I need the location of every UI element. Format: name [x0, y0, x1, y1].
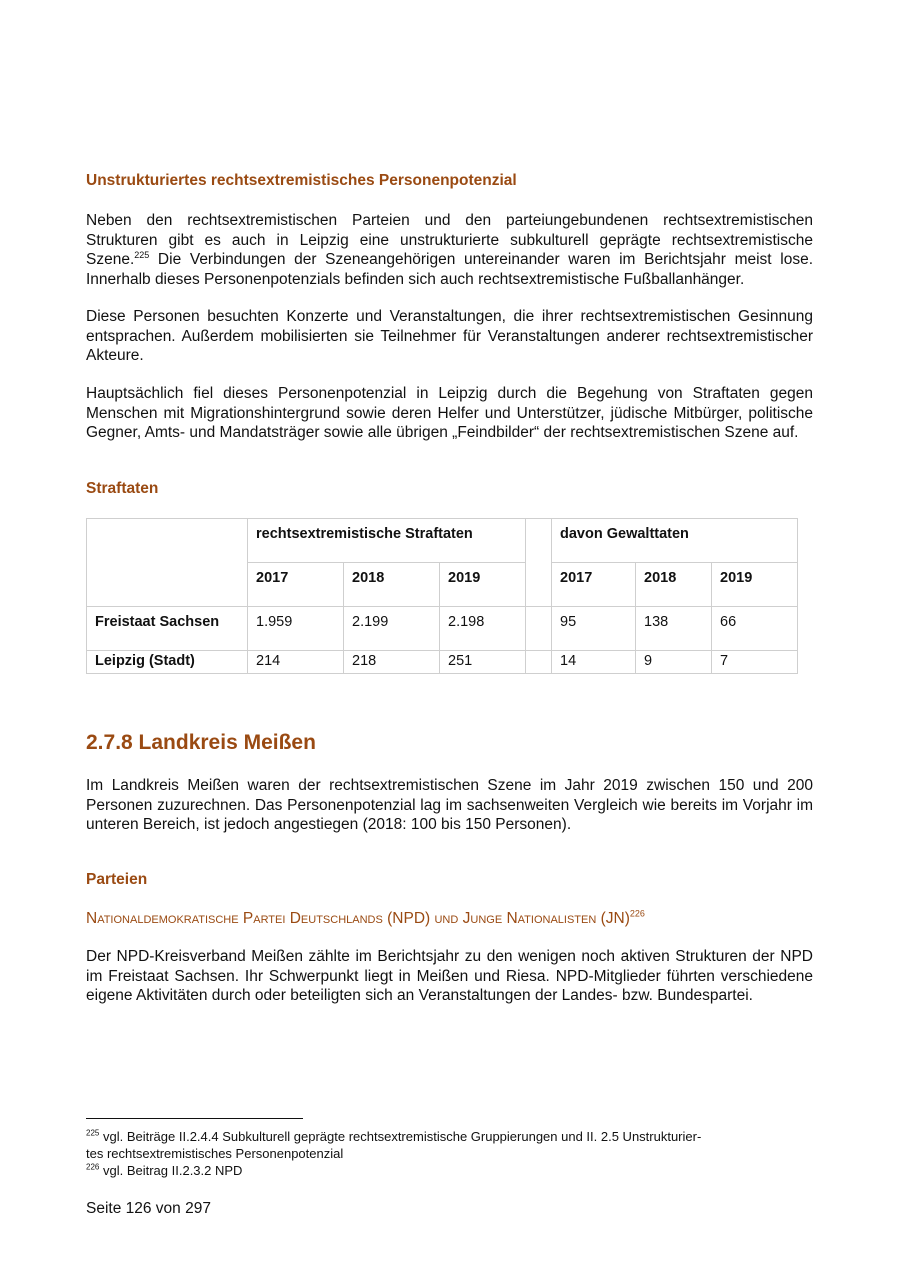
row-label: Freistaat Sachsen — [87, 607, 248, 651]
table-cell: 66 — [712, 607, 798, 651]
footnote-226: $^{226}$ vgl. Beitrag II.2.3.2 NPD — [86, 1162, 243, 1178]
section-heading-personenpotenzial: Unstrukturiertes rechtsextremistisches Personenpotenzial — [86, 172, 517, 189]
table-corner-cell — [87, 519, 248, 607]
table-cell: 138 — [636, 607, 712, 651]
year-header: 2018 — [344, 563, 440, 607]
table-spacer-cell — [526, 607, 552, 651]
year-header: 2017 — [248, 563, 344, 607]
straftaten-table — [86, 518, 798, 674]
row-label: Leipzig (Stadt) — [87, 651, 248, 674]
header-group-gewalttaten: davon Gewalttaten — [552, 519, 798, 563]
table-cell: 14 — [552, 651, 636, 674]
table-cell: 7 — [712, 651, 798, 674]
footnote-ref-226[interactable]: 226 — [629, 908, 645, 919]
table-cell: 9 — [636, 651, 712, 674]
table-row — [87, 651, 798, 674]
year-header: 2017 — [552, 563, 636, 607]
table-spacer-cell — [526, 519, 552, 607]
paragraph-3: Hauptsächlich fiel dieses Personenpotenzial in Leipzig durch die Begehung von Straftaten gegen Menschen mit Migrationshintergrund sowie deren Helfer und Unterstützer, jüdische Mitbürger, politische Gegner, Amts- und Mandatsträger sowie alle übrigen „Feindbilder“ der rechtsextremistischen Szene auf. — [86, 385, 813, 442]
table-cell: 214 — [248, 651, 344, 674]
header-group-straftaten: rechtsextremistische Straftaten — [248, 519, 526, 563]
paragraph-meissen-intro: Im Landkreis Meißen waren der rechtsextremistischen Szene im Jahr 2019 zwischen 150 und 200 Personen zuzurechnen. Das Personenpotenzial lag im sachsenweiten Vergleich wie bereits im Vorjahr im unteren Bereich, ist jedoch angestiegen (2018: 100 bis 150 Personen). — [86, 777, 813, 834]
paragraph-2: Diese Personen besuchten Konzerte und Veranstaltungen, die ihrer rechtsextremistischen Gesinnung entsprachen. Außerdem mobilisierten sie Teilnehmer für Veranstaltungen anderer rechtsextremistischer Akteure. — [86, 308, 813, 365]
footnote-ref-225[interactable]: 225 — [134, 250, 150, 261]
table-spacer-cell — [526, 651, 552, 674]
year-header: 2019 — [712, 563, 798, 607]
table-cell: 251 — [440, 651, 526, 674]
paragraph-npd: Der NPD-Kreisverband Meißen zählte im Berichtsjahr zu den wenigen noch aktiven Strukturen der NPD im Freistaat Sachsen. Ihr Schwerpunkt liegt in Meißen und Riesa. NPD-Mitglieder führten verschiedene eigene Aktivitäten durch oder beteiligten sich an Veranstaltungen der Landes- bzw. Bundespartei. — [86, 948, 813, 1005]
year-header: 2019 — [440, 563, 526, 607]
page-number: Seite 126 von 297 — [86, 1200, 211, 1217]
paragraph-1: Neben den rechtsextremistischen Parteien und den parteiungebundenen rechtsextremistischen Strukturen gibt es auch in Leipzig eine unstrukturierte subkulturell geprägte rechtsextremistische Szene.$^{225}$ Die Verbindungen der Szeneangehörigen untereinander waren im Berichtsjahr meist lose. Innerhalb dieses Personenpotenzials befinden sich auch rechtsextremistische Fußballanhänger. — [86, 212, 813, 288]
table-cell: 218 — [344, 651, 440, 674]
table-cell: 1.959 — [248, 607, 344, 651]
table-header-row — [87, 519, 798, 563]
parteien-heading: Parteien — [86, 871, 148, 888]
footnote-separator — [86, 1118, 303, 1119]
year-header: 2018 — [636, 563, 712, 607]
table-row — [87, 607, 798, 651]
footnote-225: $^{225}$ vgl. Beiträge II.2.4.4 Subkulturell geprägte rechtsextremistische Gruppierungen und II. 2.5 Unstrukturier- tes rechtsextremistisches Personenpotenzial — [86, 1128, 702, 1161]
table-cell: 2.199 — [344, 607, 440, 651]
npd-heading: Nationaldemokratische Partei Deutschlands (NPD) und Junge Nationalisten (JN)$^{226}$ — [86, 908, 645, 927]
section-heading-meissen: 2.7.8 Landkreis Meißen — [86, 731, 316, 754]
table-cell: 2.198 — [440, 607, 526, 651]
table-cell: 95 — [552, 607, 636, 651]
straftaten-heading: Straftaten — [86, 480, 159, 497]
